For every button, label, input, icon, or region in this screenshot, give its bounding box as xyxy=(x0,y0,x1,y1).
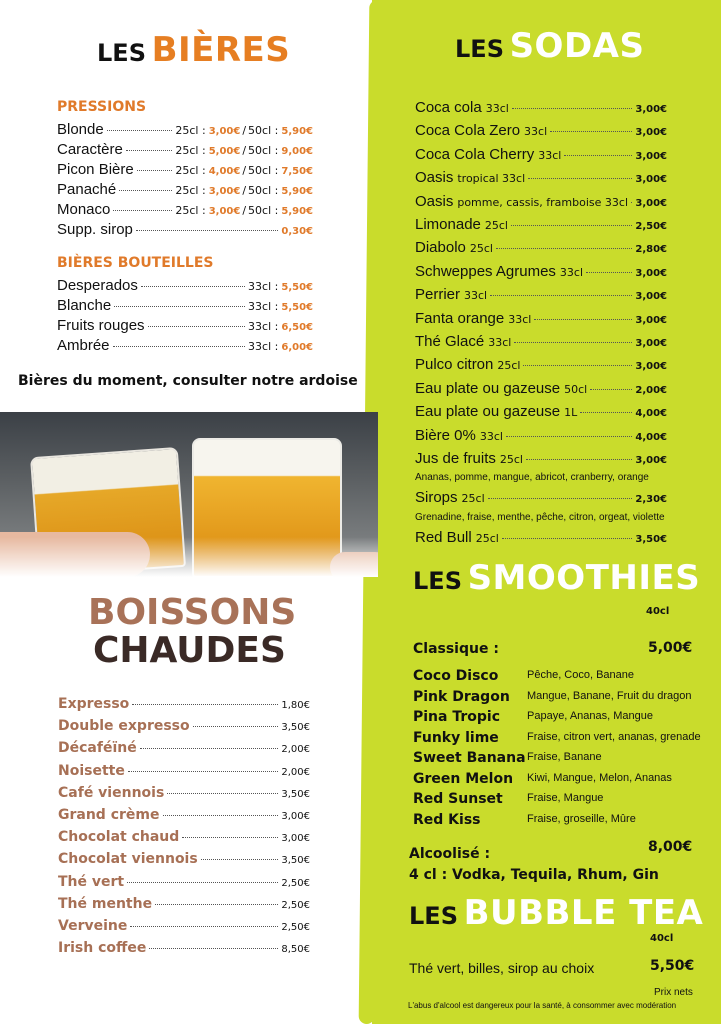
smoothies-size: 40cl xyxy=(646,606,670,617)
soda-name: Red Bull xyxy=(415,529,472,546)
separator: / xyxy=(242,144,247,157)
bouteille-name: Blanche xyxy=(57,297,112,314)
pression-name: Panaché xyxy=(57,181,117,198)
soda-row xyxy=(415,380,667,397)
leader-dots xyxy=(119,190,172,191)
price-50cl: 5,90€ xyxy=(281,206,313,217)
size-label: 25cl : xyxy=(175,164,206,177)
separator: / xyxy=(242,184,247,197)
soda-price: 3,00€ xyxy=(635,127,667,139)
hot-drink-name: Décaféïné xyxy=(58,740,137,757)
price-25cl: 3,00€ xyxy=(208,186,241,197)
soda-price: 3,00€ xyxy=(635,314,667,326)
leader-dots xyxy=(107,130,173,131)
smoothie-desc: Mangue, Banane, Fruit du dragon xyxy=(527,689,692,702)
leader-dots xyxy=(586,272,632,273)
pression-name: Caractère xyxy=(57,141,123,158)
leader-dots xyxy=(488,498,633,499)
leader-dots xyxy=(534,319,632,320)
beer-photo xyxy=(0,412,378,577)
hot-drink-row xyxy=(58,807,310,823)
size-label: 25cl : xyxy=(175,184,206,197)
beers-note: Bières du moment, consulter notre ardoise xyxy=(18,373,358,389)
soda-price: 2,80€ xyxy=(635,244,667,256)
hot-drink-price: 3,50€ xyxy=(281,855,310,867)
hot-drink-row xyxy=(58,829,310,845)
pression-row xyxy=(57,121,313,138)
alcohol-warning: L'abus d'alcool est dangereux pour la santé, à consommer avec modération xyxy=(408,1001,677,1010)
soda-size: 33cl xyxy=(508,312,532,326)
soda-row xyxy=(415,450,667,467)
beer-glass xyxy=(192,438,342,577)
hot-drink-row xyxy=(58,785,310,801)
soda-name: Oasis xyxy=(415,192,454,210)
soda-price: 3,00€ xyxy=(635,338,667,349)
size-label: 33cl : xyxy=(248,320,279,333)
separator: / xyxy=(242,124,247,137)
soda-row xyxy=(415,122,667,139)
hand xyxy=(330,552,378,577)
soda-price: 3,00€ xyxy=(635,455,667,466)
bouteille-row xyxy=(57,337,313,354)
separator: / xyxy=(242,204,247,217)
bouteille-price: 5,50€ xyxy=(281,282,313,293)
pression-name: Picon Bière xyxy=(57,161,134,178)
soda-name: Limonade xyxy=(415,216,481,233)
soda-row xyxy=(415,529,667,546)
leader-dots xyxy=(128,771,279,772)
leader-dots xyxy=(182,837,278,838)
hot-drink-price: 3,00€ xyxy=(281,811,310,822)
soda-price: 4,00€ xyxy=(635,431,667,443)
sirop-row xyxy=(57,221,313,238)
size-label: 50cl : xyxy=(248,164,279,177)
hot-drink-row xyxy=(58,763,310,779)
soda-name: Coca Cola Cherry xyxy=(415,145,535,163)
smoothie-name: Red Kiss xyxy=(413,811,481,828)
hot-drink-name: Irish coffee xyxy=(58,940,147,957)
soda-price: 3,00€ xyxy=(635,174,667,186)
soda-row xyxy=(415,99,667,116)
smoothie-name: Sweet Banana xyxy=(413,750,526,766)
soda-name: Oasis xyxy=(415,169,454,187)
pression-row xyxy=(57,161,313,178)
sodas-title-les: LES xyxy=(455,35,504,63)
leader-dots xyxy=(201,859,279,860)
soda-row xyxy=(415,263,667,280)
size-label: 25cl : xyxy=(175,204,206,217)
leader-dots xyxy=(490,295,632,296)
soda-row xyxy=(415,356,667,373)
smoothies-title-main: SMOOTHIES xyxy=(467,558,701,598)
price-50cl: 9,00€ xyxy=(281,146,313,157)
hot-drink-name: Noisette xyxy=(58,762,125,779)
soda-price: 2,00€ xyxy=(635,384,667,396)
soda-size: 25cl xyxy=(469,242,493,256)
smoothie-desc: Fraise, Mangue xyxy=(527,792,604,804)
soda-name: Coca cola xyxy=(415,99,482,116)
size-label: 33cl : xyxy=(248,280,279,293)
price-50cl: 5,90€ xyxy=(281,126,313,137)
leader-dots xyxy=(127,882,278,883)
sirops-sub: Grenadine, fraise, menthe, pêche, citron, orgeat, violette xyxy=(415,512,665,523)
soda-size: 33cl xyxy=(479,429,503,443)
smoothie-name: Red Sunset xyxy=(413,791,503,807)
hot-drink-price: 1,80€ xyxy=(281,700,310,711)
soda-name: Perrier xyxy=(415,286,461,304)
hot-drink-price: 2,50€ xyxy=(281,877,310,889)
soda-size: 50cl xyxy=(564,382,588,396)
soda-row xyxy=(415,427,667,444)
size-label: 25cl : xyxy=(175,144,206,157)
bubble-desc: Thé vert, billes, sirop au choix xyxy=(409,960,595,976)
soda-size: 33cl xyxy=(485,102,509,115)
leader-dots xyxy=(590,389,632,390)
leader-dots xyxy=(564,155,632,156)
leader-dots xyxy=(113,346,246,347)
hot-drink-price: 3,50€ xyxy=(281,788,310,800)
hot-drink-name: Thé vert xyxy=(58,873,125,890)
bouteille-row xyxy=(57,297,313,314)
size-label: 50cl : xyxy=(248,124,279,137)
hot-drink-row xyxy=(58,874,310,890)
price-25cl: 5,00€ xyxy=(208,146,241,157)
soda-row xyxy=(415,403,667,420)
leader-dots xyxy=(580,412,632,413)
leader-dots xyxy=(514,342,632,343)
hot-drink-name: Double expresso xyxy=(58,718,190,735)
sirop-price: 0,30€ xyxy=(281,226,313,237)
hot-drink-name: Chocolat chaud xyxy=(58,829,180,846)
soda-name: Jus de fruits xyxy=(415,450,496,467)
soda-size: 25cl xyxy=(475,532,499,545)
hot-drink-price: 2,50€ xyxy=(281,899,310,911)
smoothie-name: Coco Disco xyxy=(413,668,499,684)
bubble-title-main: BUBBLE TEA xyxy=(463,893,704,933)
price-25cl: 3,00€ xyxy=(208,126,241,137)
soda-price: 2,30€ xyxy=(635,494,667,505)
soda-size: 25cl xyxy=(461,492,485,505)
smoothie-name: Green Melon xyxy=(413,770,514,787)
hot-drink-row xyxy=(58,918,310,934)
soda-price: 3,00€ xyxy=(635,150,667,162)
hot-drink-price: 8,50€ xyxy=(281,944,310,956)
bouteille-row xyxy=(57,317,313,334)
hot-drink-name: Verveine xyxy=(58,918,128,934)
beer-glass xyxy=(30,447,186,577)
leader-dots xyxy=(149,948,278,949)
soda-price: 2,50€ xyxy=(635,221,667,232)
hot-title-line2: CHAUDES xyxy=(93,630,286,671)
soda-row xyxy=(415,489,667,506)
smoothie-desc: Fraise, groseille, Mûre xyxy=(527,812,636,825)
soda-row xyxy=(415,169,667,186)
soda-name: Sirops xyxy=(415,489,458,506)
soda-name: Bière 0% xyxy=(415,426,476,444)
bouteille-row xyxy=(57,277,313,294)
leader-dots xyxy=(506,436,632,437)
hot-drink-price: 2,50€ xyxy=(281,922,310,933)
bouteille-price: 5,50€ xyxy=(281,302,313,313)
sodas-title xyxy=(455,26,644,66)
soda-name: Diabolo xyxy=(415,239,466,257)
hot-drink-price: 2,00€ xyxy=(281,744,310,756)
hot-title-line1: BOISSONS xyxy=(88,592,297,633)
hot-drink-price: 3,00€ xyxy=(281,833,310,845)
price-25cl: 4,00€ xyxy=(208,166,241,177)
soda-name: Eau plate ou gazeuse xyxy=(415,403,561,421)
pression-name: Monaco xyxy=(57,201,111,218)
hot-drink-price: 2,00€ xyxy=(281,766,310,778)
smoothie-desc: Papaye, Ananas, Mangue xyxy=(527,710,653,722)
prix-nets: Prix nets xyxy=(654,987,693,998)
jus-sub: Ananas, pomme, mangue, abricot, cranberry, orange xyxy=(415,472,649,483)
size-label: 33cl : xyxy=(248,340,279,353)
soda-size: pomme, cassis, framboise 33cl xyxy=(457,195,628,209)
hot-drink-row xyxy=(58,696,310,712)
soda-row xyxy=(415,286,667,303)
hot-drink-row xyxy=(58,896,310,912)
bouteille-name: Ambrée xyxy=(57,337,110,354)
alcool-price: 8,00€ xyxy=(648,839,693,855)
soda-price: 4,00€ xyxy=(635,408,667,420)
smoothie-name: Funky lime xyxy=(413,729,499,746)
leader-dots xyxy=(526,459,632,460)
size-label: 50cl : xyxy=(248,204,279,217)
soda-name: Pulco citron xyxy=(415,356,494,374)
soda-name: Fanta orange xyxy=(415,309,505,327)
beers-title-les: LES xyxy=(97,39,146,67)
leader-dots xyxy=(113,210,172,211)
leader-dots xyxy=(512,108,633,109)
soda-price: 3,00€ xyxy=(635,197,667,209)
hot-drink-row xyxy=(58,851,310,867)
leader-dots xyxy=(631,202,632,203)
alcool-line: 4 cl : Vodka, Tequila, Rhum, Gin xyxy=(409,867,659,883)
bouteille-name: Desperados xyxy=(57,277,138,294)
smoothies-title xyxy=(413,558,700,598)
beers-title xyxy=(97,30,290,70)
soda-row xyxy=(415,310,667,327)
soda-row xyxy=(415,333,667,350)
leader-dots xyxy=(141,286,245,287)
soda-size: 25cl xyxy=(484,219,508,232)
soda-price: 3,00€ xyxy=(635,291,667,303)
leader-dots xyxy=(130,926,278,927)
soda-size: 33cl xyxy=(538,148,562,162)
pression-row xyxy=(57,181,313,198)
beers-title-main: BIÈRES xyxy=(151,30,291,70)
soda-name: Coca Cola Zero xyxy=(415,122,521,140)
leader-dots xyxy=(193,726,279,727)
bubble-title-les: LES xyxy=(409,902,458,930)
leader-dots xyxy=(148,326,246,327)
soda-price: 3,50€ xyxy=(635,534,667,545)
leader-dots xyxy=(136,230,278,231)
hot-drink-name: Expresso xyxy=(58,696,130,712)
leader-dots xyxy=(140,748,279,749)
soda-name: Schweppes Agrumes xyxy=(415,262,556,280)
size-label: 25cl : xyxy=(175,124,206,137)
smoothie-name: Pink Dragon xyxy=(413,688,510,705)
soda-size: 33cl xyxy=(559,265,584,279)
bouteilles-heading: BIÈRES BOUTEILLES xyxy=(57,255,214,271)
leader-dots xyxy=(528,178,632,179)
hot-drink-name: Thé menthe xyxy=(58,895,153,912)
bubble-title xyxy=(409,893,703,933)
leader-dots xyxy=(550,131,632,132)
hand xyxy=(0,532,150,577)
soda-size: 33cl xyxy=(464,289,488,303)
soda-size: tropical 33cl xyxy=(457,172,526,186)
smoothie-name: Pina Tropic xyxy=(413,709,501,725)
soda-row xyxy=(415,239,667,256)
soda-price: 3,00€ xyxy=(635,104,667,115)
soda-size: 1L xyxy=(564,406,578,420)
size-label: 50cl : xyxy=(248,144,279,157)
hot-drink-name: Grand crème xyxy=(58,807,160,823)
leader-dots xyxy=(155,904,278,905)
hot-drink-row xyxy=(58,940,310,956)
leader-dots xyxy=(496,248,632,249)
soda-row xyxy=(415,146,667,163)
soda-row xyxy=(415,193,667,210)
price-50cl: 7,50€ xyxy=(281,166,313,177)
pressions-heading: PRESSIONS xyxy=(57,99,147,115)
price-25cl: 3,00€ xyxy=(208,206,241,217)
pression-row xyxy=(57,201,313,218)
leader-dots xyxy=(114,306,245,307)
smoothies-title-les: LES xyxy=(413,567,462,595)
soda-name: Eau plate ou gazeuse xyxy=(415,379,561,397)
hot-drink-name: Chocolat viennois xyxy=(58,851,198,868)
separator: / xyxy=(242,164,247,177)
bubble-price: 5,50€ xyxy=(650,958,695,974)
smoothie-desc: Fraise, citron vert, ananas, grenade xyxy=(527,730,701,743)
hot-drink-price: 3,50€ xyxy=(281,722,310,734)
sodas-title-main: SODAS xyxy=(509,26,645,66)
leader-dots xyxy=(523,365,632,366)
hot-drink-name: Café viennois xyxy=(58,784,165,801)
bouteille-price: 6,50€ xyxy=(281,322,313,333)
leader-dots xyxy=(132,704,278,705)
pression-name: Blonde xyxy=(57,121,104,138)
sirop-name: Supp. sirop xyxy=(57,221,133,238)
soda-size: 33cl xyxy=(524,125,548,139)
leader-dots xyxy=(126,150,173,151)
smoothie-desc: Fraise, Banane xyxy=(527,751,602,763)
price-50cl: 5,90€ xyxy=(281,186,313,197)
leader-dots xyxy=(502,538,633,539)
pression-row xyxy=(57,141,313,158)
alcool-label: Alcoolisé : xyxy=(409,846,491,862)
classique-price: 5,00€ xyxy=(648,640,693,656)
bubble-size: 40cl xyxy=(650,933,674,944)
hot-drink-row xyxy=(58,740,310,756)
soda-price: 3,00€ xyxy=(635,361,667,373)
soda-size: 25cl xyxy=(499,453,523,466)
bouteille-name: Fruits rouges xyxy=(57,317,145,334)
smoothie-desc: Kiwi, Mangue, Melon, Ananas xyxy=(527,771,672,784)
classique-label: Classique : xyxy=(413,641,499,657)
leader-dots xyxy=(137,170,173,171)
soda-price: 3,00€ xyxy=(635,267,667,279)
soda-size: 33cl xyxy=(488,336,512,349)
soda-size: 25cl xyxy=(497,359,521,373)
bouteille-price: 6,00€ xyxy=(281,342,313,353)
size-label: 50cl : xyxy=(248,184,279,197)
size-label: 33cl : xyxy=(248,300,279,313)
smoothie-desc: Pêche, Coco, Banane xyxy=(527,669,635,681)
leader-dots xyxy=(163,815,279,816)
soda-row xyxy=(415,216,667,233)
soda-name: Thé Glacé xyxy=(415,333,485,350)
leader-dots xyxy=(511,225,632,226)
hot-drink-row xyxy=(58,718,310,734)
leader-dots xyxy=(167,793,278,794)
